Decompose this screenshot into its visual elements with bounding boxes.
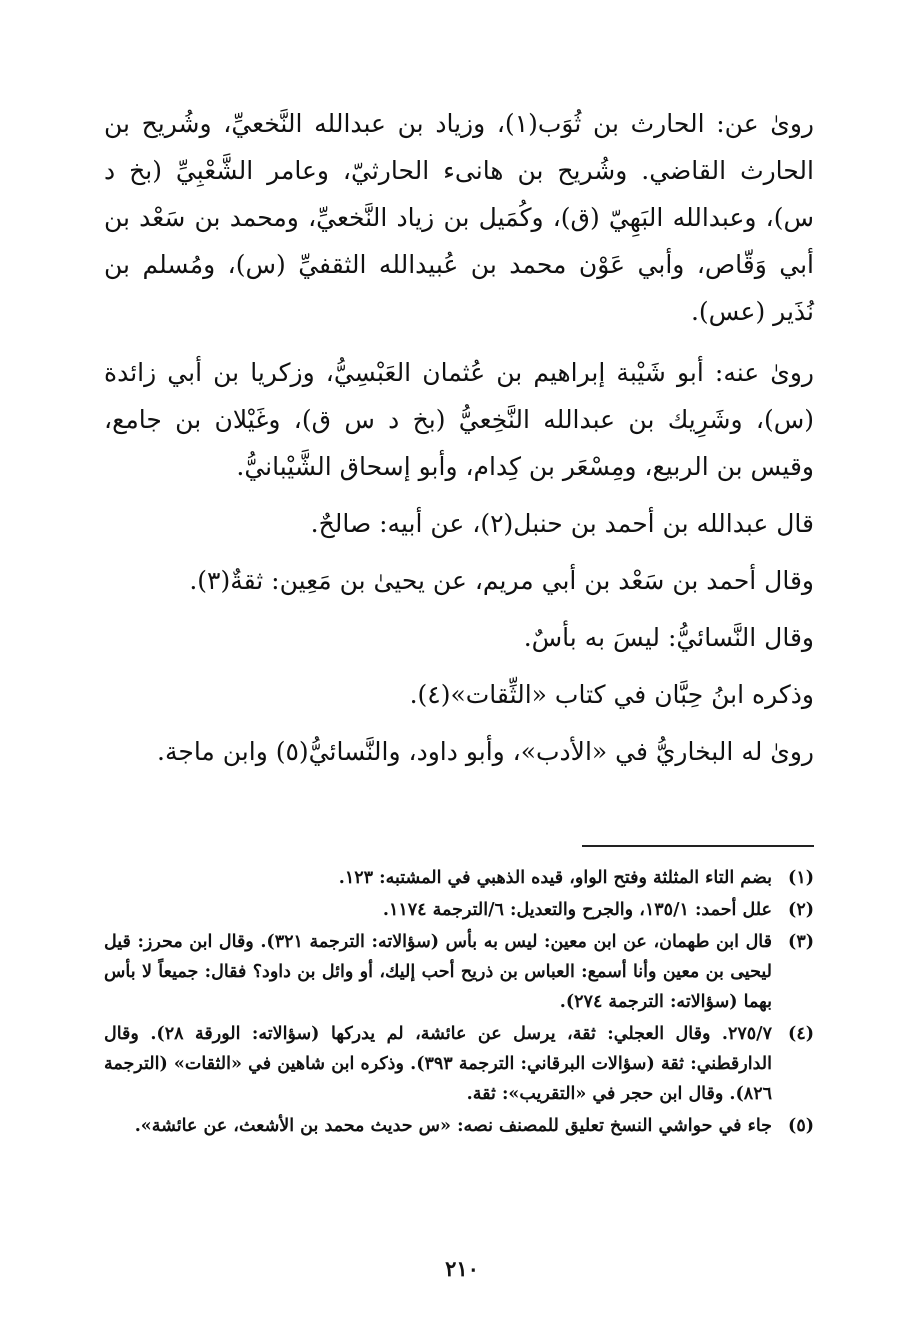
paragraph-ibn-maeen-statement: وقال أحمد بن سَعْد بن أبي مريم، عن يحيىٰ بن مَعِين: ثقةٌ(٣). xyxy=(189,566,814,595)
paragraph-narrated-from: رویٰ عن: الحارث بن ثُوَب(١)، وزياد بن عبدالله النَّخعيِّ، وشُريح بن الحارث القاضي. وشُريح بن هانىء الحارثيّ، وعامر الشَّعْبِيِّ (بخ د س)، وعبدالله البَهِيّ (ق)، وكُمَيل بن زياد النَّخعيِّ، ومحمد بن سَعْد بن أبي وَقّاص، وأبي عَوْن محمد بن عُبيدالله الثقفيِّ (س)، ومُسلم بن نُذَير (عس). xyxy=(104,109,815,326)
paragraph-abdullah-statement: قال عبدالله بن أحمد بن حنبل(٢)، عن أبيه: صالحٌ. xyxy=(310,509,814,538)
footnote-divider xyxy=(582,845,814,847)
footnote-item xyxy=(104,1111,814,1141)
footnote-number: (١) xyxy=(788,868,814,888)
footnotes xyxy=(104,863,814,1141)
footnote-item xyxy=(104,1019,814,1109)
footnote-number: (٥) xyxy=(788,1116,814,1136)
footnote-number: (٤) xyxy=(788,1024,814,1044)
paragraph-nasai-statement: وقال النَّسائيُّ: ليسَ به بأسٌ. xyxy=(523,623,814,652)
footnote-text: علل أحمد: ١٣٥/١، والجرح والتعديل: ٦/الترجمة ١١٧٤. xyxy=(382,900,772,920)
footnote-item xyxy=(104,863,814,893)
footnote-text: بضم التاء المثلثة وفتح الواو، قيده الذهبي في المشتبه: ١٢٣. xyxy=(338,868,772,888)
footnote-number: (٣) xyxy=(788,932,814,952)
footnote-item xyxy=(104,895,814,925)
footnote-text: جاء في حواشي النسخ تعليق للمصنف نصه: «س حديث محمد بن الأشعث، عن عائشة». xyxy=(134,1116,772,1136)
paragraph-ibn-hibban-statement: وذكره ابنُ حِبَّان في كتاب «الثِّقات»(٤). xyxy=(409,680,814,709)
footnote-item xyxy=(104,927,814,1017)
paragraph-narrated-by: رویٰ عنه: أبو شَيْبة إبراهيم بن عُثمان العَبْسِيُّ، وزكريا بن أبي زائدة (س)، وشَرِيك بن عبدالله النَّخِعيُّ (بخ د س ق)، وغَيْلان بن جامع، وقيس بن الربيع، ومِسْعَر بن كِدام، وأبو إسحاق الشَّيْبانيُّ. xyxy=(104,358,814,481)
footnote-text: ٢٧٥/٧. وقال العجلي: ثقة، يرسل عن عائشة، لم يدركها (سؤالاته: الورقة ٢٨). وقال الدارقطني: ثقة (سؤالات البرقاني: الترجمة ٣٩٣). وذكره ابن شاهين في «الثقات» (الترجمة ٨٢٦). وقال ابن حجر في «التقريب»: ثقة. xyxy=(104,1024,772,1104)
page-number: ٢١٠ xyxy=(445,1256,479,1281)
footnote-text: قال ابن طهمان، عن ابن معين: ليس به بأس (سؤالاته: الترجمة ٣٢١). وقال ابن محرز: قيل ليحيى بن معين وأنا أسمع: العباس بن ذريح أحب إليك، أو وائل بن داود؟ فقال: جميعاً لا بأس بهما (سؤالاته: الترجمة ٢٧٤). xyxy=(104,932,772,1012)
paragraph-narrated-for: رویٰ له البخاريُّ في «الأدب»، وأبو داود، والنَّسائيُّ(٥) وابن ماجة. xyxy=(157,737,814,766)
footnote-number: (٢) xyxy=(788,900,814,920)
main-text xyxy=(104,100,814,775)
